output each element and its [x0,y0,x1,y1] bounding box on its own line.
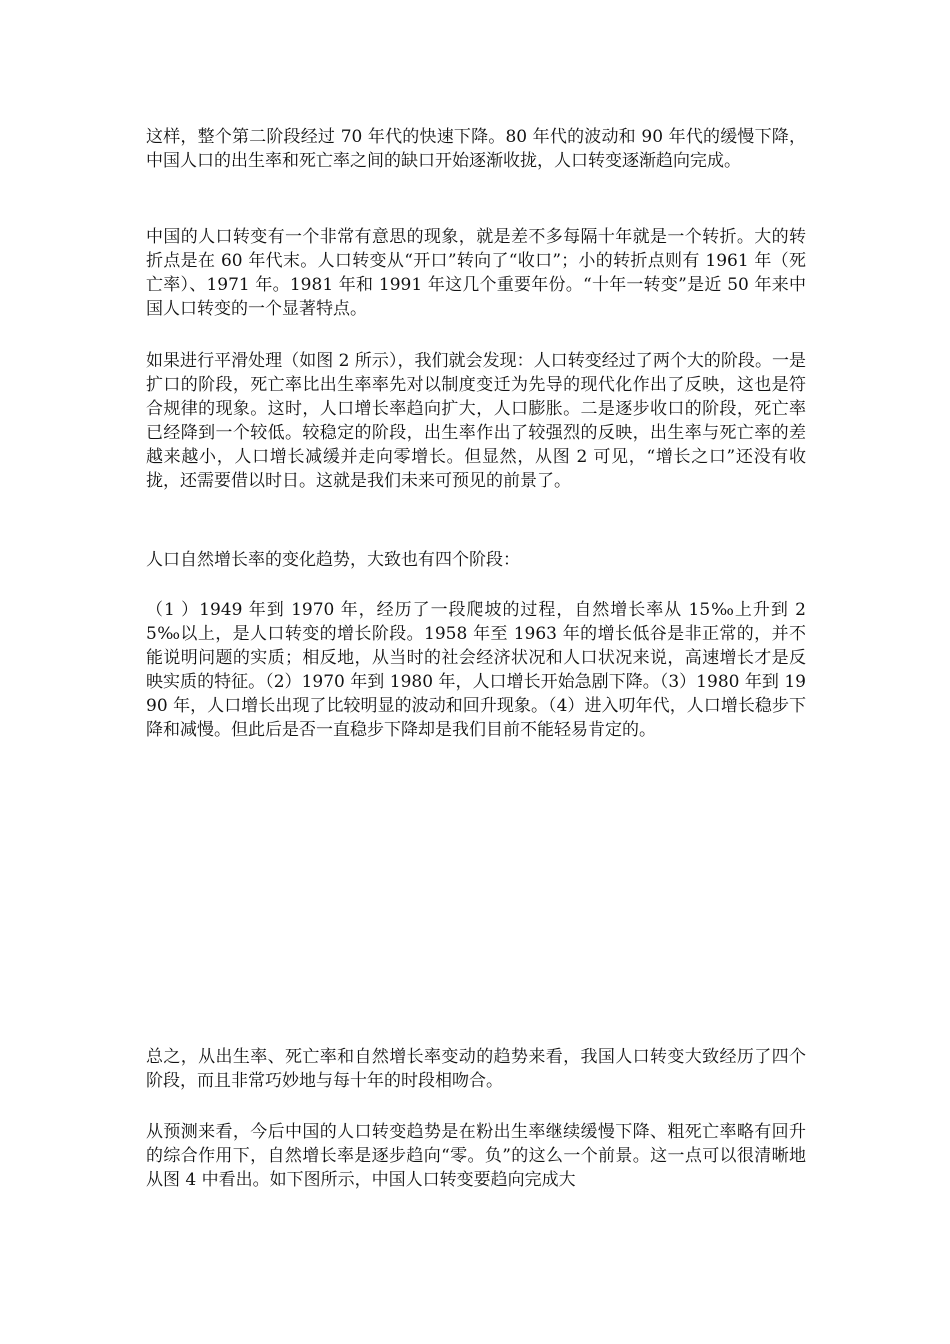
paragraph-forecast: 从预测来看，今后中国的人口转变趋势是在粉出生率继续缓慢下降、粗死亡率略有回升的综合作用下，自然增长率是逐步趋向“零。负”的这么一个前景。这一点可以很清晰地从图 4 中看出。如下图所示，中国人口转变要趋向完成大 [146,1122,806,1190]
paragraph-four-stages-detail: （1 ）1949 年到 1970 年，经历了一段爬坡的过程，自然增长率从 15‰上升到 25‰以上，是人口转变的增长阶段。1958 年至 1963 年的增长低谷是非正常的，并不能说明问题的实质；相反地，从当时的社会经济状况和人口状况来说，高速增长才是反映实质的特征。（2）1970 年到 1980 年，人口增长开始急剧下降。（3）1980 年到 1990 年，人口增长出现了比较明显的波动和回升现象。（4）进入叨年代，人口增长稳步下降和减慢。但此后是否一直稳步下降却是我们目前不能轻易肯定的。 [146,600,806,740]
paragraph-second-stage-decline: 这样，整个第二阶段经过 70 年代的快速下降。80 年代的波动和 90 年代的缓慢下降，中国人口的出生率和死亡率之间的缺口开始逐渐收拢，人口转变逐渐趋向完成。 [146,127,806,171]
paragraph-smoothing-two-stages: 如果进行平滑处理（如图 2 所示），我们就会发现：人口转变经过了两个大的阶段。一是扩口的阶段，死亡率比出生率率先对以制度变迁为先导的现代化作出了反映，这也是符合规律的现象。这时，人口增长率趋向扩大，人口膨胀。二是逐步收口的阶段，死亡率已经降到一个较低。较稳定的阶段，出生率作出了较强烈的反映，出生率与死亡率的差越来越小，人口增长减缓并走向零增长。但显然，从图 2 可见，“增长之口”还没有收拢，还需要借以时日。这就是我们未来可预见的前景了。 [146,351,806,491]
paragraph-growth-rate-intro: 人口自然增长率的变化趋势，大致也有四个阶段： [146,550,520,570]
paragraph-ten-year-turning-points: 中国的人口转变有一个非常有意思的现象，就是差不多每隔十年就是一个转折。大的转折点是在 60 年代末。人口转变从“开口”转向了“收口”；小的转折点则有 1961 年（死亡率）、1971 年。1981 年和 1991 年这几个重要年份。“十年一转变”是近 50 年来中国人口转变的一个显著特点。 [146,227,806,319]
paragraph-summary: 总之，从出生率、死亡率和自然增长率变动的趋势来看，我国人口转变大致经历了四个阶段，而且非常巧妙地与每十年的时段相吻合。 [146,1047,806,1091]
